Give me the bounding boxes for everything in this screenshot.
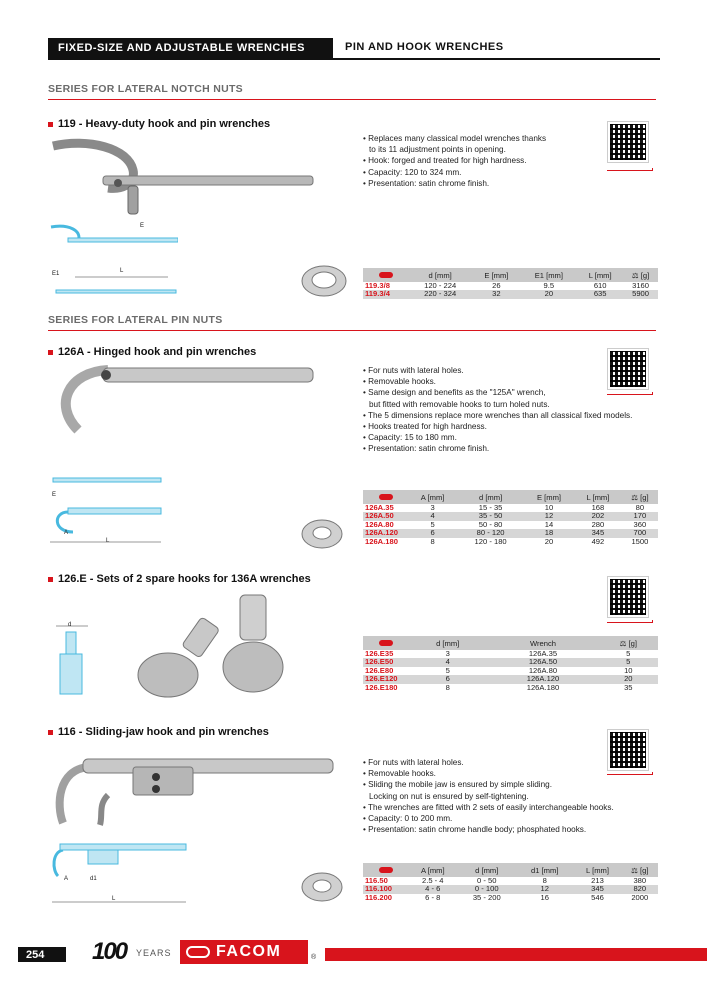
feature-item: • Presentation: satin chrome finish.: [363, 178, 490, 188]
table-cell: 5: [599, 658, 658, 666]
table-cell: 0 - 50: [477, 876, 497, 885]
table-header: L [mm]: [574, 490, 622, 504]
facom-logo: FACOM: [180, 940, 308, 964]
table-header: d [mm]: [408, 636, 487, 650]
bullet-square-icon: [48, 122, 53, 127]
table-cell-ref: 126.E35: [365, 649, 394, 658]
table-cell: 18: [524, 529, 574, 537]
table-row: [363, 650, 658, 658]
table-cell: 32: [472, 290, 520, 298]
table-cell: 3: [445, 649, 450, 658]
dim-label-a: A: [64, 876, 69, 882]
product-image-126e: [130, 585, 290, 705]
feature-item: • Hook: forged and treated for high hardness.: [363, 156, 527, 166]
table-cell: 213: [591, 876, 604, 885]
product-title-text: 119 - Heavy-duty hook and pin wrenches: [58, 118, 271, 130]
table-cell: 10: [544, 503, 554, 512]
table-header: A [mm]: [408, 863, 458, 877]
table-row: [363, 675, 658, 683]
technical-drawing-126e: [52, 620, 92, 700]
feature-item: • Capacity: 15 to 180 mm.: [363, 433, 457, 443]
bullet-square-icon: [48, 730, 53, 735]
table-cell: 20: [544, 536, 554, 546]
table-header-weight: ⚖ [g]: [622, 490, 658, 504]
table-cell: 20: [521, 290, 578, 298]
table-row: [363, 290, 658, 298]
series-divider: [48, 99, 656, 100]
footer-red-bar: [325, 948, 707, 961]
table-cell-ref: 126A.50: [363, 512, 408, 520]
table-row: [363, 885, 658, 893]
nut-image-116: [300, 870, 344, 904]
series-heading-notch: SERIES FOR LATERAL NOTCH NUTS: [48, 83, 243, 95]
table-header: E [mm]: [472, 268, 520, 282]
qr-code-icon[interactable]: [608, 122, 648, 162]
dim-label-l: L: [106, 538, 110, 544]
dim-label-e: E: [140, 223, 145, 229]
product-title-119: [48, 118, 270, 130]
table-cell: 80: [635, 503, 645, 512]
spec-table-119: [363, 268, 658, 299]
feature-item: • The wrenches are fitted with 2 sets of easily interchangeable hooks.: [363, 802, 614, 812]
feature-list-116: [363, 757, 614, 835]
table-cell: 6: [408, 529, 457, 537]
table-cell-ref: 126A.80: [365, 519, 394, 529]
feature-item: • Capacity: 120 to 324 mm.: [363, 167, 462, 177]
product-image-126a: [48, 360, 318, 445]
table-header: Wrench: [487, 636, 598, 650]
nut-image-126a: [300, 517, 344, 551]
table-cell: 126A.50: [487, 658, 598, 666]
feature-item: • Presentation: satin chrome finish.: [363, 444, 490, 454]
feature-item: • Removable hooks.: [363, 769, 436, 779]
table-cell: 8: [542, 876, 547, 885]
table-cell: 12: [516, 885, 574, 893]
spec-table-116: [363, 863, 658, 902]
technical-drawing-119: [48, 222, 178, 297]
table-cell: 126A.80: [528, 665, 558, 675]
table-header: E1 [mm]: [521, 268, 578, 282]
table-row: [363, 504, 658, 512]
table-header-weight: ⚖ [g]: [623, 268, 658, 282]
table-cell: 345: [573, 885, 621, 893]
table-header-ref: [363, 268, 408, 282]
product-image-116: [48, 745, 338, 830]
table-header-ref: [363, 490, 408, 504]
feature-item: • Presentation: satin chrome handle body; phosphated hooks.: [363, 825, 587, 835]
weight-icon: ⚖: [631, 270, 641, 280]
table-cell: 2.5 - 4: [422, 876, 444, 885]
table-cell-ref: 126A.35: [365, 503, 394, 512]
product-title-126a: [48, 346, 256, 358]
weight-icon: ⚖: [631, 492, 641, 502]
product-title-text: 126.E - Sets of 2 spare hooks for 136A wrenches: [58, 573, 311, 585]
table-cell-ref: 119.3/8: [365, 281, 390, 290]
feature-item: • Removable hooks.: [363, 377, 436, 387]
table-header: A [mm]: [408, 490, 457, 504]
table-cell: 0 - 100: [458, 885, 516, 893]
table-cell: 8: [430, 536, 435, 546]
table-cell: 280: [591, 519, 605, 529]
table-cell-ref: 116.200: [365, 892, 393, 902]
table-row: [363, 282, 658, 290]
dim-label-l: L: [120, 268, 124, 274]
table-row: [363, 684, 658, 692]
table-header: E [mm]: [524, 490, 574, 504]
table-cell-ref: 116.100: [363, 885, 408, 893]
table-header-ref: [363, 636, 408, 650]
dim-label-d: d: [68, 622, 72, 628]
table-header-weight: ⚖ [g]: [599, 636, 658, 650]
table-row: [363, 529, 658, 537]
table-cell-ref: 116.50: [365, 876, 388, 885]
table-row: [363, 512, 658, 520]
feature-item: • Hooks treated for high hardness.: [363, 422, 487, 432]
table-cell: 35 - 50: [457, 512, 524, 520]
table-cell-ref: 126A.120: [363, 529, 408, 537]
table-cell: 202: [574, 512, 622, 520]
table-header-weight: ⚖ [g]: [622, 863, 658, 877]
weight-icon: ⚖: [619, 638, 629, 648]
product-image-119: [48, 138, 198, 228]
spec-table-126a: [363, 490, 658, 546]
feature-item: • Sliding the mobile jaw is ensured by simple sliding.: [363, 780, 552, 790]
table-cell: 26: [492, 281, 501, 290]
product-title-116: [48, 726, 269, 738]
table-cell: 3160: [632, 281, 650, 290]
section-title-right: PIN AND HOOK WRENCHES: [345, 41, 504, 53]
table-header: L [mm]: [573, 863, 621, 877]
table-header: L [mm]: [577, 268, 623, 282]
table-cell: 380: [633, 876, 647, 885]
table-cell: 635: [577, 290, 623, 298]
table-cell: 15 - 35: [478, 503, 503, 512]
table-cell: 168: [591, 503, 605, 512]
table-cell: 546: [591, 892, 604, 902]
table-cell-ref: 126.E80: [365, 665, 394, 675]
table-header: d [mm]: [457, 490, 524, 504]
table-cell: 35: [624, 682, 633, 692]
table-cell: 4: [408, 658, 487, 666]
feature-item: to its 11 adjustment points in opening.: [369, 145, 506, 155]
technical-drawing-116: [48, 832, 188, 907]
table-cell: 12: [524, 512, 574, 520]
table-cell: 14: [544, 519, 554, 529]
table-cell: 4 - 6: [408, 885, 458, 893]
table-cell: 610: [593, 281, 607, 290]
registered-mark: ®: [311, 954, 317, 961]
qr-code-icon[interactable]: [608, 349, 648, 389]
table-cell: 120 - 224: [424, 281, 457, 290]
qr-marker: [607, 620, 653, 623]
feature-item: • Capacity: 0 to 200 mm.: [363, 814, 453, 824]
table-header: d [mm]: [408, 268, 472, 282]
spec-table-126e: [363, 636, 658, 692]
table-cell-ref: 126.E120: [363, 675, 408, 683]
table-cell: 700: [622, 529, 658, 537]
weight-icon: ⚖: [631, 865, 640, 875]
table-cell: 50 - 80: [478, 519, 503, 529]
table-cell: 5: [626, 649, 631, 658]
table-row: [363, 667, 658, 675]
feature-item: but fitted with removable hooks to turn holed nuts.: [369, 399, 550, 409]
feature-item: • Replaces many classical model wrenches thanks: [363, 134, 547, 143]
hundred-years-logo: 100: [92, 938, 127, 965]
dim-label-l: L: [112, 896, 116, 902]
qr-code-icon[interactable]: [608, 577, 648, 617]
qr-marker: [607, 168, 653, 171]
table-cell: 6: [408, 675, 487, 683]
feature-list-126a: [363, 365, 632, 455]
table-cell: 492: [591, 536, 605, 546]
table-header-ref: [363, 863, 408, 877]
bullet-square-icon: [48, 350, 53, 355]
table-cell: 126A.120: [487, 675, 598, 683]
table-cell: 220 - 324: [408, 290, 472, 298]
qr-code-icon[interactable]: [608, 730, 648, 770]
table-cell-ref: 119.3/4: [363, 290, 408, 298]
table-cell: 126A.35: [528, 649, 558, 658]
table-row: [363, 894, 658, 902]
section-title-left: FIXED-SIZE AND ADJUSTABLE WRENCHES: [48, 38, 333, 58]
table-row: [363, 538, 658, 546]
table-cell: 6 - 8: [425, 892, 441, 902]
table-header: d [mm]: [458, 863, 516, 877]
qr-marker: [607, 772, 653, 775]
table-cell: 345: [574, 529, 622, 537]
facom-ref-icon: [379, 494, 393, 500]
series-divider: [48, 330, 656, 331]
table-cell: 80 - 120: [457, 529, 524, 537]
table-cell: 3: [430, 503, 435, 512]
table-cell: 5900: [623, 290, 658, 298]
table-cell: 35 - 200: [472, 892, 501, 902]
facom-ref-icon: [379, 640, 393, 646]
feature-item: Locking on nut is ensured by self-tightening.: [369, 791, 529, 801]
dim-label-d1: d1: [90, 876, 97, 882]
table-cell: 126A.180: [526, 682, 560, 692]
table-cell: 1500: [631, 536, 649, 546]
facom-logo-icon: [186, 946, 210, 958]
table-cell: 2000: [631, 892, 649, 902]
product-title-text: 126A - Hinged hook and pin wrenches: [58, 346, 257, 358]
table-cell: 360: [633, 519, 647, 529]
table-cell: 5: [445, 665, 450, 675]
table-row: [363, 521, 658, 529]
table-cell: 170: [622, 512, 658, 520]
product-title-text: 116 - Sliding-jaw hook and pin wrenches: [58, 726, 269, 738]
years-label: YEARS: [136, 948, 172, 958]
table-cell-ref: 126A.180: [365, 536, 398, 546]
table-header: d1 [mm]: [516, 863, 574, 877]
table-cell-ref: 126.E180: [365, 682, 398, 692]
feature-list-119: [363, 133, 546, 189]
series-heading-pin: SERIES FOR LATERAL PIN NUTS: [48, 314, 223, 326]
dim-label-e: E: [52, 492, 57, 498]
facom-ref-icon: [379, 867, 393, 873]
table-row: [363, 877, 658, 885]
feature-item: • Same design and benefits as the "125A" wrench,: [363, 388, 546, 398]
bullet-square-icon: [48, 577, 53, 582]
feature-item: • The 5 dimensions replace more wrenches than all classical fixed models.: [363, 410, 633, 420]
table-cell: 20: [599, 675, 658, 683]
header-rule: [48, 58, 660, 60]
table-row: [363, 658, 658, 666]
table-cell: 5: [430, 519, 435, 529]
feature-item: • For nuts with lateral holes.: [363, 366, 464, 375]
table-cell-ref: 126.E50: [363, 658, 408, 666]
dim-label-a: A: [64, 530, 69, 536]
table-cell: 4: [408, 512, 457, 520]
product-title-126e: [48, 573, 311, 585]
feature-item: • For nuts with lateral holes.: [363, 758, 464, 767]
table-cell: 120 - 180: [474, 536, 507, 546]
facom-ref-icon: [379, 272, 393, 278]
table-cell: 10: [624, 665, 633, 675]
table-cell: 9.5: [543, 281, 555, 290]
dim-label-e1: E1: [52, 271, 60, 277]
table-cell: 8: [445, 682, 450, 692]
table-cell: 16: [540, 892, 549, 902]
qr-marker: [607, 392, 653, 395]
page-number: 254: [18, 947, 66, 962]
table-cell: 820: [622, 885, 658, 893]
nut-image-119: [300, 263, 348, 299]
